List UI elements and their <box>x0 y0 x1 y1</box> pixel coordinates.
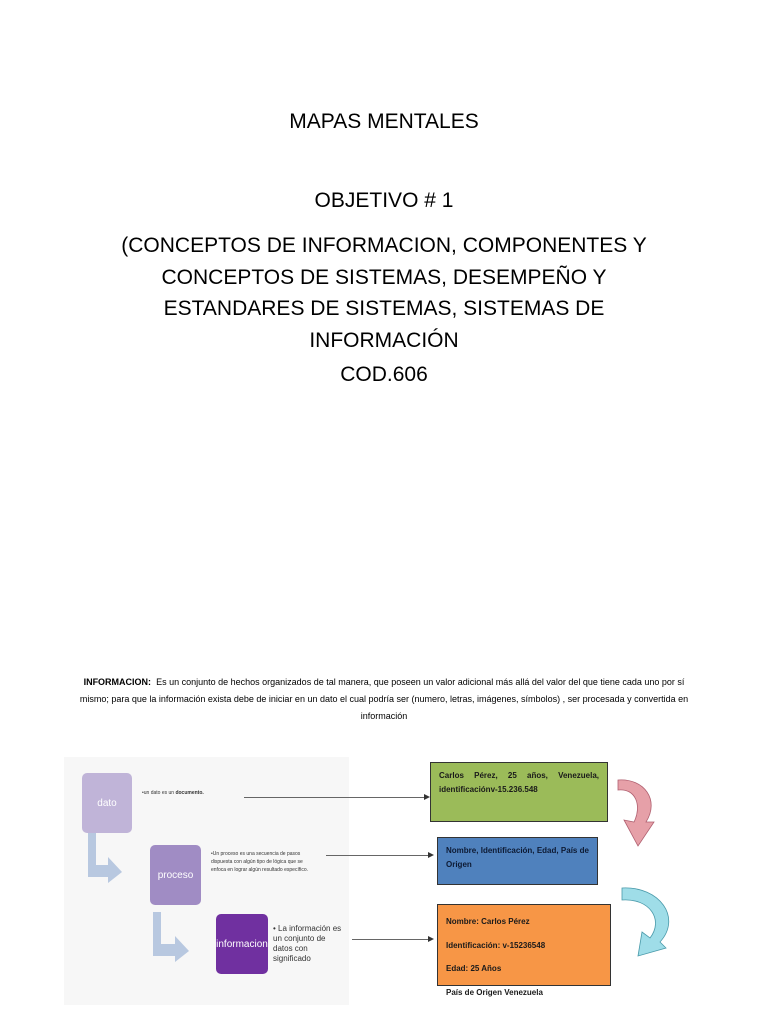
result-box-raw-data <box>430 762 608 822</box>
result-line: Edad: 25 Años <box>446 964 502 973</box>
connector-arrow <box>352 939 428 940</box>
result-text: Nombre, Identificación, Edad, País de Origen <box>446 846 589 869</box>
step-note-bold: documento. <box>175 790 204 796</box>
document-title: MAPAS MENTALES <box>289 110 479 133</box>
connector-arrow <box>326 855 428 856</box>
concepts-line: (CONCEPTOS DE INFORMACION, COMPONENTES Y <box>121 234 647 257</box>
concepts-line: ESTANDARES DE SISTEMAS, SISTEMAS DE <box>163 297 605 320</box>
step-label: proceso <box>157 869 194 881</box>
chevron-connector-icon <box>153 912 189 962</box>
curved-arrow-down-icon <box>620 884 676 968</box>
step-informacion <box>216 914 268 974</box>
step-note-text: •un dato es un <box>142 790 176 796</box>
result-line: Nombre: Carlos Pérez <box>446 917 530 926</box>
connector-arrow <box>244 797 424 798</box>
information-definition <box>68 674 700 725</box>
result-line: Identificación: v-15236548 <box>446 940 546 950</box>
step-informacion-note <box>273 924 345 964</box>
definition-text: Es un conjunto de hechos organizados de tal manera, que poseen un valor adicional más allá del valor del que tiene cada uno por sí mismo; para que la información exista debe de iniciar en un dato el cual podría ser (numero, letras, imágenes, símbolos) , ser procesada y convertida en información <box>79 677 689 721</box>
arrow-head-icon <box>428 936 434 942</box>
concepts-line: CONCEPTOS DE SISTEMAS, DESEMPEÑO Y <box>161 265 607 289</box>
step-proceso-note <box>211 850 311 874</box>
concepts-line: INFORMACIÓN <box>309 328 459 352</box>
chevron-connector-icon <box>88 833 122 883</box>
result-text: Carlos Pérez, 25 años, Venezuela, identificaciónv-15.236.548 <box>439 771 599 794</box>
step-dato-note <box>142 789 252 797</box>
step-note-text: • La información es un conjunto de datos con significado <box>273 924 342 963</box>
result-box-information <box>437 904 611 997</box>
definition-term: INFORMACION: <box>83 677 152 687</box>
step-dato <box>82 773 132 833</box>
step-proceso <box>150 845 201 905</box>
result-box-process <box>437 837 598 885</box>
curved-arrow-down-icon <box>616 776 656 848</box>
step-note-text: •Un proceso es una secuencia de pasos dispuesta con algún tipo de lógica que se enfoca en lograr algún resultado específico. <box>211 851 309 873</box>
concepts-heading <box>0 230 768 356</box>
objective-heading: OBJETIVO # 1 <box>314 189 454 212</box>
step-label: dato <box>97 797 117 809</box>
arrow-head-icon <box>428 852 434 858</box>
result-line: País de Origen Venezuela <box>446 987 543 997</box>
step-label: informacion <box>216 938 268 950</box>
course-code: COD.606 <box>340 363 428 386</box>
